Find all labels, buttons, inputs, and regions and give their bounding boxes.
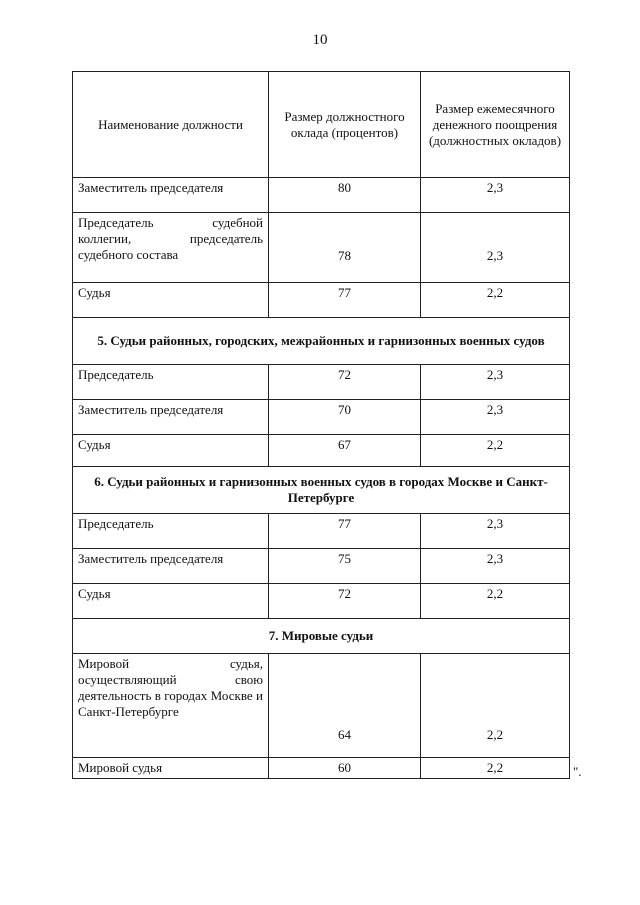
salary-value: 77 [269,283,421,318]
section-heading-row [73,318,570,365]
closing-quote: ". [573,764,582,779]
salary-value: 72 [269,584,421,619]
section-heading-row [73,467,570,514]
table-row [73,435,570,467]
bonus-value: 2,3 [421,549,570,584]
salary-value: 80 [269,178,421,213]
bonus-value: 2,2 [421,654,570,758]
table-row [73,213,570,283]
table-row [73,654,570,758]
bonus-value: 2,3 [421,400,570,435]
table-row [73,178,570,213]
position-name: Мировой судья [73,758,269,779]
position-name: Заместитель председателя [73,178,269,213]
salary-value: 72 [269,365,421,400]
section-heading-row [73,619,570,654]
header-monthly-bonus: Размер ежемесячного денежного поощрения (должностных окладов) [421,72,570,178]
section-title: 7. Мировые судьи [73,619,570,654]
section-title: 5. Судьи районных, городских, межрайонных и гарнизонных военных судов [73,318,570,365]
salary-value: 67 [269,435,421,467]
table-row [73,365,570,400]
position-name: Заместитель председателя [73,400,269,435]
table-row [73,400,570,435]
bonus-value: 2,3 [421,178,570,213]
bonus-value: 2,3 [421,514,570,549]
position-name: Заместитель председателя [73,549,269,584]
section-title: 6. Судьи районных и гарнизонных военных судов в городах Москве и Санкт-Петербурге [73,467,570,514]
page-number: 10 [312,32,328,48]
position-name: Председатель судебной коллегии, председатель судебного состава [73,213,269,283]
bonus-value: 2,2 [421,435,570,467]
bonus-value: 2,2 [421,758,570,779]
salary-value: 64 [269,654,421,758]
header-position-name: Наименование должности [73,72,269,178]
table-row [73,758,570,779]
salary-table [72,71,570,779]
position-name: Судья [73,435,269,467]
bonus-value: 2,2 [421,584,570,619]
position-name: Мировой судья, осуществляющий свою деятельность в городах Москве и Санкт-Петербурге [73,654,269,758]
position-name: Председатель [73,514,269,549]
bonus-value: 2,3 [421,365,570,400]
table-row [73,549,570,584]
salary-value: 77 [269,514,421,549]
table-row [73,514,570,549]
table-row [73,283,570,318]
table-row [73,584,570,619]
header-salary-percent: Размер должностного оклада (процентов) [269,72,421,178]
salary-value: 75 [269,549,421,584]
salary-value: 60 [269,758,421,779]
salary-value: 70 [269,400,421,435]
position-name: Председатель [73,365,269,400]
position-name: Судья [73,584,269,619]
table-header-row [73,72,570,178]
bonus-value: 2,2 [421,283,570,318]
bonus-value: 2,3 [421,213,570,283]
position-name: Судья [73,283,269,318]
salary-value: 78 [269,213,421,283]
